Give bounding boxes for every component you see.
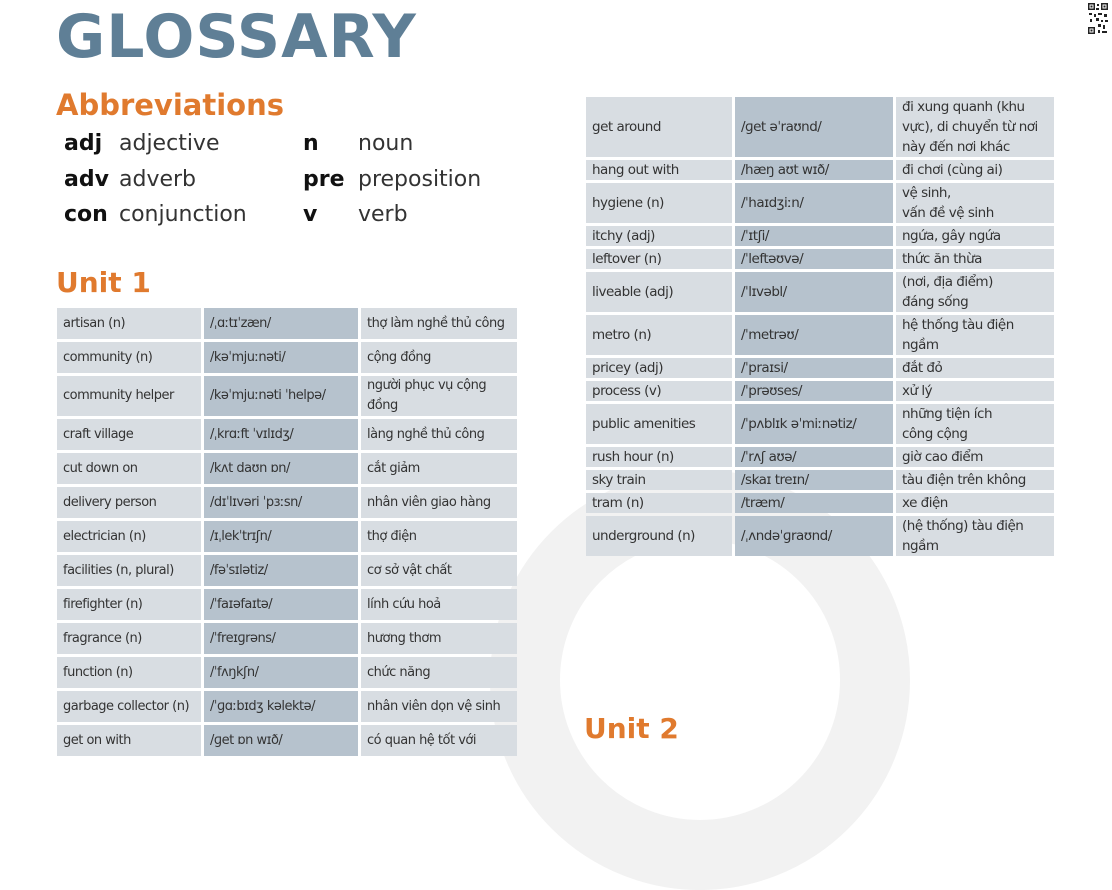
table-row bbox=[586, 160, 1054, 180]
pronunciation: /ˈpraɪsi/ bbox=[735, 358, 893, 378]
table-row bbox=[57, 589, 517, 620]
abbreviation-meaning: adjective bbox=[119, 131, 220, 156]
table-row bbox=[57, 725, 517, 756]
abbreviation-term: adj bbox=[64, 131, 103, 156]
pronunciation: /ˈleftəʊvə/ bbox=[735, 249, 893, 269]
abbreviation-row bbox=[64, 131, 524, 167]
meaning: cắt giảm bbox=[361, 453, 517, 484]
pronunciation: /kəˈmjuːnəti/ bbox=[204, 342, 358, 373]
meaning: lính cứu hoả bbox=[361, 589, 517, 620]
meaning: xe điện bbox=[896, 493, 1054, 513]
glossary-word: pricey (adj) bbox=[586, 358, 732, 378]
pronunciation: /ˈhaɪdʒiːn/ bbox=[735, 183, 893, 223]
meaning: nhân viên giao hàng bbox=[361, 487, 517, 518]
unit1-continued-table-body bbox=[586, 97, 1054, 556]
meaning: làng nghề thủ công bbox=[361, 419, 517, 450]
pronunciation: /skaɪ treɪn/ bbox=[735, 470, 893, 490]
glossary-word: metro (n) bbox=[586, 315, 732, 355]
glossary-word: leftover (n) bbox=[586, 249, 732, 269]
qr-code-icon bbox=[1087, 2, 1109, 36]
meaning: đắt đỏ bbox=[896, 358, 1054, 378]
pronunciation: /ɡet əˈraʊnd/ bbox=[735, 97, 893, 157]
meaning: vệ sinh, vấn đề vệ sinh bbox=[896, 183, 1054, 223]
table-row bbox=[57, 308, 517, 339]
glossary-word: delivery person bbox=[57, 487, 201, 518]
glossary-word: community helper bbox=[57, 376, 201, 416]
glossary-word: function (n) bbox=[57, 657, 201, 688]
table-row bbox=[57, 691, 517, 722]
table-row bbox=[586, 358, 1054, 378]
glossary-word: hygiene (n) bbox=[586, 183, 732, 223]
table-row bbox=[57, 657, 517, 688]
glossary-word: tram (n) bbox=[586, 493, 732, 513]
meaning: cộng đồng bbox=[361, 342, 517, 373]
meaning: hệ thống tàu điện ngầm bbox=[896, 315, 1054, 355]
abbreviation-meaning: adverb bbox=[119, 166, 197, 192]
glossary-word: sky train bbox=[586, 470, 732, 490]
abbreviation-meaning: preposition bbox=[358, 166, 482, 192]
pronunciation: /ˈprəʊses/ bbox=[735, 381, 893, 401]
table-row bbox=[57, 521, 517, 552]
pronunciation: /hæŋ aʊt wɪð/ bbox=[735, 160, 893, 180]
meaning: hương thơm bbox=[361, 623, 517, 654]
table-row bbox=[57, 623, 517, 654]
pronunciation: /ɪˌlekˈtrɪʃn/ bbox=[204, 521, 358, 552]
abbreviation-row bbox=[64, 167, 524, 203]
meaning: nhân viên dọn vệ sinh bbox=[361, 691, 517, 722]
abbreviations-list bbox=[64, 131, 524, 238]
pronunciation: /fəˈsɪlətiz/ bbox=[204, 555, 358, 586]
glossary-word: artisan (n) bbox=[57, 308, 201, 339]
pronunciation: /ˈfʌŋkʃn/ bbox=[204, 657, 358, 688]
unit1-heading: Unit 1 bbox=[56, 266, 151, 299]
glossary-word: liveable (adj) bbox=[586, 272, 732, 312]
abbreviation-meaning: noun bbox=[358, 131, 414, 156]
unit2-heading: Unit 2 bbox=[584, 712, 679, 745]
pronunciation: /kʌt daʊn ɒn/ bbox=[204, 453, 358, 484]
table-row bbox=[57, 487, 517, 518]
pronunciation: /ˈpʌblɪk əˈmiːnətiz/ bbox=[735, 404, 893, 444]
pronunciation: /ˈlɪvəbl/ bbox=[735, 272, 893, 312]
table-row bbox=[586, 404, 1054, 444]
meaning: xử lý bbox=[896, 381, 1054, 401]
glossary-word: rush hour (n) bbox=[586, 447, 732, 467]
table-row bbox=[586, 381, 1054, 401]
meaning: ngứa, gây ngứa bbox=[896, 226, 1054, 246]
table-row bbox=[586, 183, 1054, 223]
glossary-word: garbage collector (n) bbox=[57, 691, 201, 722]
meaning: cơ sở vật chất bbox=[361, 555, 517, 586]
meaning: (hệ thống) tàu điện ngầm bbox=[896, 516, 1054, 556]
meaning: đi chơi (cùng ai) bbox=[896, 160, 1054, 180]
pronunciation: /ˈɡɑːbɪdʒ kəlektə/ bbox=[204, 691, 358, 722]
glossary-word: process (v) bbox=[586, 381, 732, 401]
pronunciation: /ˈɪtʃi/ bbox=[735, 226, 893, 246]
table-row bbox=[586, 447, 1054, 467]
abbreviation-meaning: conjunction bbox=[119, 202, 247, 227]
meaning: có quan hệ tốt với bbox=[361, 725, 517, 756]
pronunciation: /dɪˈlɪvəri ˈpɜːsn/ bbox=[204, 487, 358, 518]
glossary-word: get around bbox=[586, 97, 732, 157]
glossary-word: electrician (n) bbox=[57, 521, 201, 552]
table-row bbox=[57, 419, 517, 450]
glossary-word: itchy (adj) bbox=[586, 226, 732, 246]
table-row bbox=[586, 470, 1054, 490]
pronunciation: /ˌʌndəˈɡraʊnd/ bbox=[735, 516, 893, 556]
unit1-glossary-table-continued bbox=[583, 94, 1057, 559]
pronunciation: /kəˈmjuːnəti ˈhelpə/ bbox=[204, 376, 358, 416]
abbreviation-term: n bbox=[303, 131, 319, 156]
abbreviation-term: v bbox=[303, 202, 318, 227]
table-row bbox=[57, 342, 517, 373]
glossary-word: hang out with bbox=[586, 160, 732, 180]
page-title: GLOSSARY bbox=[56, 2, 417, 72]
meaning: thợ điện bbox=[361, 521, 517, 552]
meaning: tàu điện trên không bbox=[896, 470, 1054, 490]
table-row bbox=[57, 555, 517, 586]
abbreviation-term: adv bbox=[64, 166, 109, 192]
pronunciation: /ˌɑːtɪˈzæn/ bbox=[204, 308, 358, 339]
meaning: người phục vụ cộng đồng bbox=[361, 376, 517, 416]
glossary-word: craft village bbox=[57, 419, 201, 450]
table-row bbox=[57, 453, 517, 484]
meaning: thức ăn thừa bbox=[896, 249, 1054, 269]
table-row bbox=[57, 376, 517, 416]
pronunciation: /ˈfaɪəfaɪtə/ bbox=[204, 589, 358, 620]
abbreviation-meaning: verb bbox=[358, 202, 408, 227]
glossary-word: public amenities bbox=[586, 404, 732, 444]
table-row bbox=[586, 516, 1054, 556]
glossary-word: get on with bbox=[57, 725, 201, 756]
glossary-word: facilities (n, plural) bbox=[57, 555, 201, 586]
abbreviation-term: con bbox=[64, 202, 108, 227]
glossary-word: underground (n) bbox=[586, 516, 732, 556]
pronunciation: /ˈrʌʃ aʊə/ bbox=[735, 447, 893, 467]
meaning: giờ cao điểm bbox=[896, 447, 1054, 467]
glossary-word: cut down on bbox=[57, 453, 201, 484]
table-row bbox=[586, 249, 1054, 269]
abbreviation-term: pre bbox=[303, 166, 345, 192]
meaning: (nơi, địa điểm) đáng sống bbox=[896, 272, 1054, 312]
glossary-word: firefighter (n) bbox=[57, 589, 201, 620]
pronunciation: /træm/ bbox=[735, 493, 893, 513]
table-row bbox=[586, 272, 1054, 312]
meaning: đi xung quanh (khu vực), di chuyển từ nơi này đến nơi khác bbox=[896, 97, 1054, 157]
abbreviation-row bbox=[64, 202, 524, 238]
glossary-word: community (n) bbox=[57, 342, 201, 373]
meaning: chức năng bbox=[361, 657, 517, 688]
unit1-glossary-table bbox=[54, 305, 520, 759]
pronunciation: /ˌkrɑːft ˈvɪlɪdʒ/ bbox=[204, 419, 358, 450]
glossary-word: fragrance (n) bbox=[57, 623, 201, 654]
meaning: những tiện ích công cộng bbox=[896, 404, 1054, 444]
abbreviations-heading: Abbreviations bbox=[56, 88, 284, 122]
table-row bbox=[586, 97, 1054, 157]
pronunciation: /ɡet ɒn wɪð/ bbox=[204, 725, 358, 756]
pronunciation: /ˈfreɪɡrəns/ bbox=[204, 623, 358, 654]
unit1-table-body bbox=[57, 308, 517, 756]
meaning: thợ làm nghề thủ công bbox=[361, 308, 517, 339]
table-row bbox=[586, 226, 1054, 246]
table-row bbox=[586, 493, 1054, 513]
table-row bbox=[586, 315, 1054, 355]
pronunciation: /ˈmetrəʊ/ bbox=[735, 315, 893, 355]
